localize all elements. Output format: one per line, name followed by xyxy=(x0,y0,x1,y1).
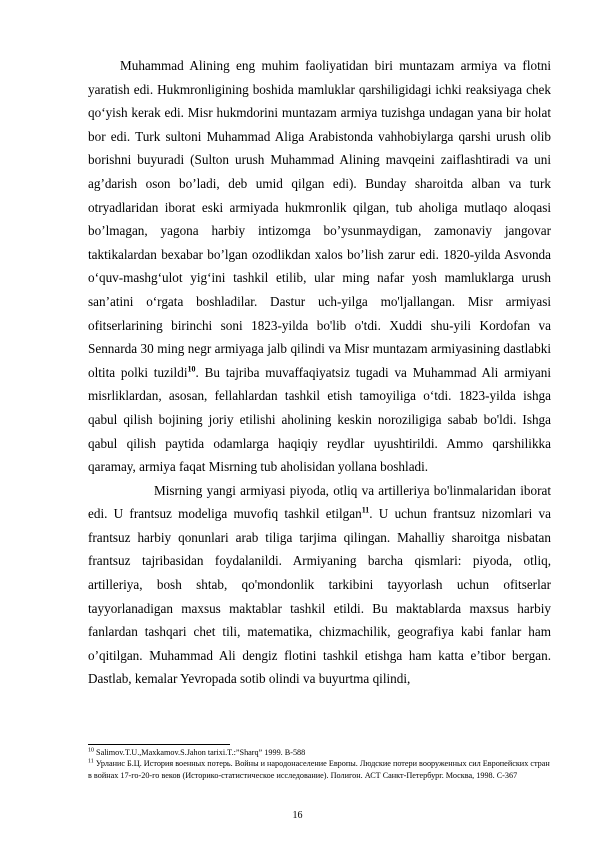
paragraph-1-text-b: . Bu tajriba muvaffaqiyatsiz tugadi va Muhammad Ali armiyani misrliklardan, asosan, fellahlardan tashkil etish tamoyiliga oʻtdi. 1823-yilda ishga qabul qilish bojining joriy etilishi aholining keskin noroziligiga sabab bo'ldi. Ishga qabul qilish paytida odamlarga haqiqiy reydlar uyushtirildi. Ammo qarshilikka qaramay, armiya faqat Misrning tub aholisidan yollana boshladi. xyxy=(88,364,551,475)
main-text xyxy=(88,54,551,691)
footnote-text: Урланис Б.Ц. История военных потерь. Войны и народонаселение Европы. Людские потери вооруженных сил Европейских стран в войнах 17-го-20-го веков (Историко-статистическое исследование). Полигон. АСТ Санкт-Петербург. Москва, 1998. С-367 xyxy=(88,759,550,780)
footnote-text: Salimov.T.U.,Maxkamov.S.Jahon tarixi.T.:”Sharq” 1999. B-588 xyxy=(94,748,306,757)
footnote-number: 11 xyxy=(88,758,94,765)
footnote-separator xyxy=(88,744,230,745)
paragraph-2-text-b: . U uchun frantsuz nizomlari va frantsuz harbiy qonunlari arab tiliga tarjima qilingan. Mahalliy sharoitga nisbatan frantsuz tajribasidan foydalanildi. Armiyaning barcha qismlari: piyoda, otliq, artilleriya, bosh shtab, qo'mondonlik tarkibini tayyorlash uchun ofitserlar tayyorlanadigan maxsus maktablar tashkil etildi. Bu maktablarda maxsus harbiy fanlardan tashqari chet tili, matematika, chizmachilik, geografiya kabi fanlar ham o’qitilgan. Muhammad Ali dengiz flotini tashkil etishga ham katta e’tibor bergan. Dastlab, kemalar Yevropada sotib olindi va buyurtma qilindi, xyxy=(88,506,551,687)
paragraph-2-text-a: Misrning yangi armiyasi piyoda, otliq va artilleriya bo'linmalaridan iborat edi. U frantsuz modeliga muvofiq tashkil etilgan xyxy=(88,482,551,522)
paragraph-1 xyxy=(88,54,551,479)
page-number: 16 xyxy=(292,810,303,821)
footnote-10 xyxy=(88,747,551,758)
paragraph-1-text-a: Muhammad Alining eng muhim faoliyatidan biri muntazam armiya va flotni yaratish edi. Hukmronligining boshida mamluklar qarshiligidagi ichki reaksiyaga chek qoʻyish kerak edi. Misr hukmdorini muntazam armiya tuzishga undagan yana bir holat bor edi. Turk sultoni Muhammad Aliga Arabistonda vahhobiylarga qarshi urush olib borishni buyuradi (Sulton urush Muhammad Alining mavqeini zaiflashtiradi va uni ag’darish oson bo’ladi, deb umid qilgan edi). Bunday sharoitda alban va turk otryadlaridan iborat eski armiyada hukmronlik qilgan, tub aholiga mutlaqo aloqasi bo’lmagan, yagona harbiy intizomga bo’ysunmaydigan, zamonaviy jangovar taktikalardan bexabar bo’lgan ozodlikdan xalos bo’lish zarur edi. 1820-yilda Asvonda oʻquv-mashgʻulot yigʻini tashkil etilib, ular ming nafar yosh mamluklarga urush sanʼatini oʻrgata boshladilar. Dastur uch-yilga mo'ljallangan. Misr armiyasi ofitserlarining birinchi soni 1823-yilda bo'lib o'tdi. Xuddi shu-yili Kordofan va Sennarda 30 ming negr armiyaga jalb qilindi va Misr muntazam armiyasining dastlabki oltita polki tuzildi xyxy=(88,58,551,380)
paragraph-2 xyxy=(88,479,551,691)
footnote-ref-10[interactable]: 10 xyxy=(187,364,196,374)
footnote-ref-11[interactable]: 11 xyxy=(361,505,370,515)
footnotes xyxy=(88,747,551,781)
footnote-11 xyxy=(88,758,551,781)
footnote-number: 10 xyxy=(88,747,94,754)
